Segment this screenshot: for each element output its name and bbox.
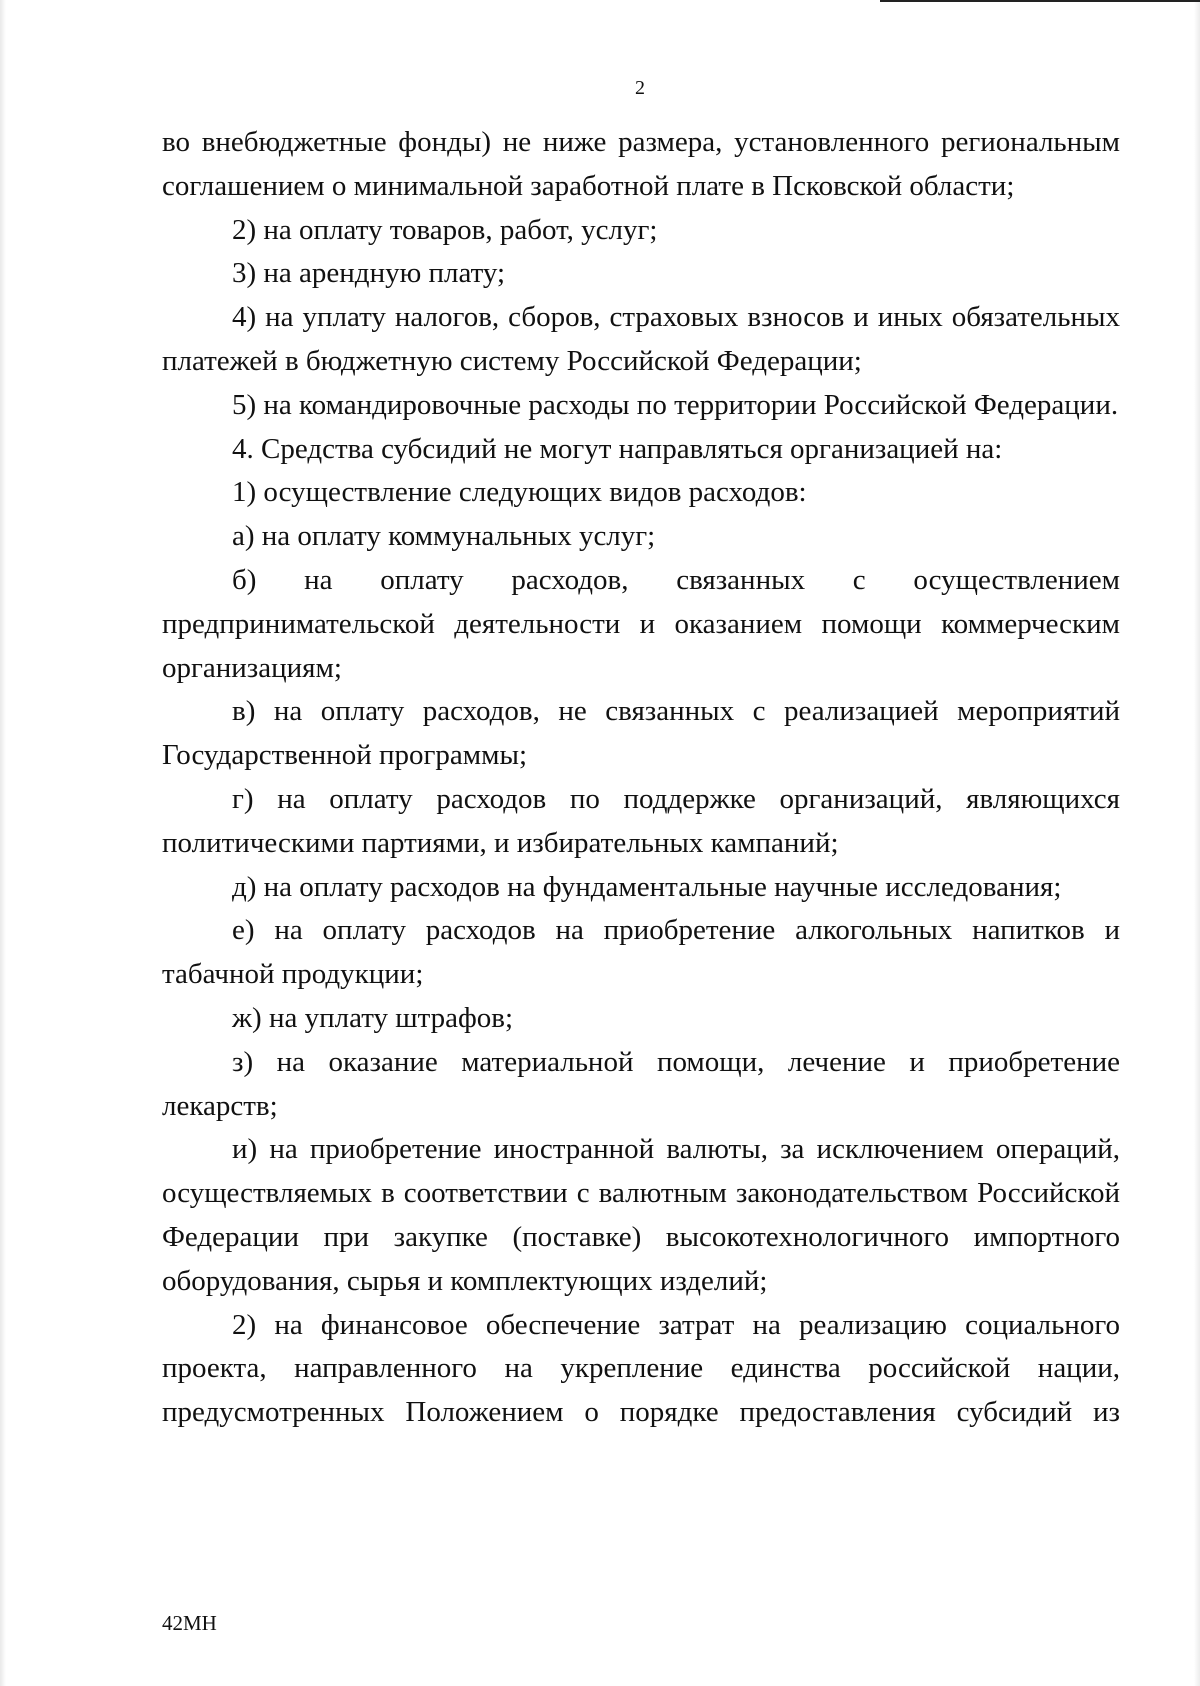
subitem-b: б) на оплату расходов, связанных с осуществлением предпринимательской деятельности и оказанием помощи коммерческим организациям; — [162, 563, 1120, 684]
list-item-4-taxes: 4) на уплату налогов, сборов, страховых взносов и иных обязательных платежей в бюджетную систему Российской Федерации; — [162, 301, 1120, 377]
scan-edge-left — [0, 0, 6, 1686]
subitem-z: з) на оказание материальной помощи, лечение и приобретение лекарств; — [162, 1045, 1120, 1122]
section-4-heading: 4. Средства субсидий не могут направляться организацией на: — [232, 432, 1003, 465]
scan-edge-right — [1194, 0, 1200, 1686]
subitem-a: а) на оплату коммунальных услуг; — [232, 520, 656, 553]
scan-top-line — [880, 0, 1200, 2]
list-item-5-travel: 5) на командировочные расходы по территории Российской Федерации. — [232, 388, 1119, 421]
list-item-2-financing: 2) на финансовое обеспечение затрат на реализацию социального проекта, направленного на укрепление единства российской нации, предусмотренных Положением о порядке предоставления субсидий из — [162, 1308, 1120, 1429]
subitem-v: в) на оплату расходов, не связанных с реализацией мероприятий Государственной программы; — [162, 695, 1120, 772]
subitem-i: и) на приобретение иностранной валюты, за исключением операций, осуществляемых в соответствии с валютным законодательством Российской Федерации при закупке (поставке) высокотехнологичного импортного оборудования, сырья и комплектующих изделий; — [162, 1133, 1120, 1297]
subitem-e: е) на оплату расходов на приобретение алкогольных напитков и табачной продукции; — [162, 914, 1120, 991]
list-item-1-expenses: 1) осуществление следующих видов расходов: — [232, 476, 807, 509]
footer-code: 42МН — [162, 1611, 217, 1635]
subitem-g: г) на оплату расходов по поддержке организаций, являющихся политическими партиями, и избирательных кампаний; — [162, 782, 1120, 859]
list-item-3-rent: 3) на арендную плату; — [232, 257, 506, 290]
document-body — [162, 121, 1120, 1435]
paragraph-continuation: во внебюджетные фонды) не ниже размера, установленного региональным соглашением о минимальной заработной плате в Псковской области; — [162, 126, 1120, 202]
list-item-2-goods: 2) на оплату товаров, работ, услуг; — [232, 213, 658, 246]
page-number: 2 — [635, 77, 645, 99]
subitem-zh: ж) на уплату штрафов; — [232, 1001, 514, 1034]
subitem-d: д) на оплату расходов на фундаментальные научные исследования; — [232, 870, 1062, 903]
